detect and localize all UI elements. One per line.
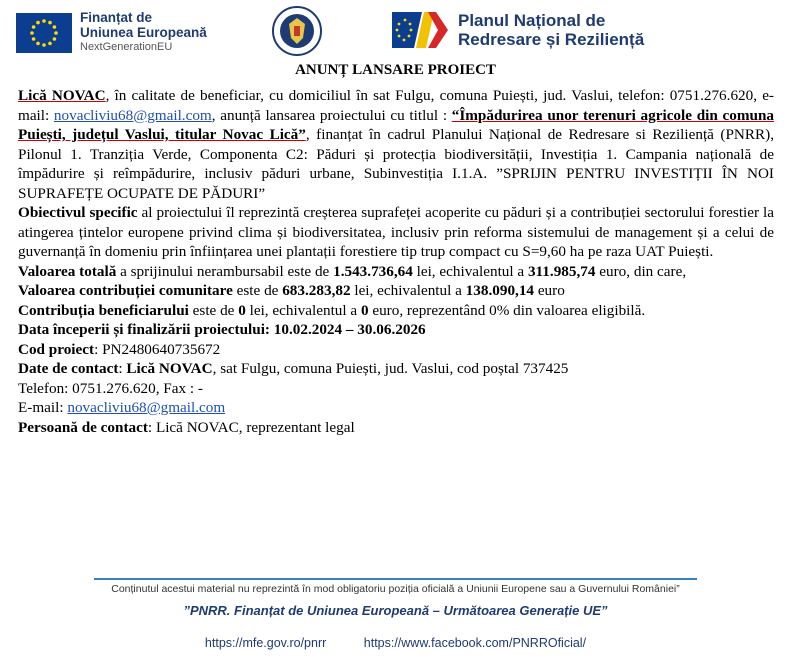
intro-email-link[interactable]: novacliviu68@gmail.com xyxy=(53,106,212,124)
footer-link-facebook[interactable]: https://www.facebook.com/PNRROficial/ xyxy=(363,636,587,650)
contact-email-label: E-mail: xyxy=(18,399,68,416)
contact-label: Date de contact xyxy=(18,360,119,377)
footer-links xyxy=(0,636,791,650)
footer-disclaimer: Conținutul acestui material nu reprezintă în mod obligatoriu poziția oficială a Uniunii Europene sau a Guvernului României” xyxy=(111,583,680,595)
beneficiary-lei: 0 xyxy=(238,301,246,319)
footer-link-mfe[interactable]: https://mfe.gov.ro/pnrr xyxy=(204,636,327,650)
intro-text-2: , anunță lansarea proiectului cu titlul : xyxy=(211,106,452,124)
footer-tagline: ”PNRR. Finanțat de Uniunea Europeană – Următoarea Generație UE” xyxy=(183,603,608,618)
beneficiary-text-3: euro, reprezentând 0% din valoarea eligibilă. xyxy=(368,301,646,319)
eu-logo xyxy=(16,10,207,55)
eu-flag-icon xyxy=(16,13,72,53)
project-dates-line xyxy=(18,320,774,340)
community-value-euro: 138.090,14 xyxy=(465,282,535,299)
community-value-label: Valoarea contribuției comunitare xyxy=(18,282,233,299)
contact-line xyxy=(18,359,774,379)
total-value-label: Valoarea totală xyxy=(18,262,117,280)
pnrr-logo xyxy=(392,10,644,50)
contact-person-value: : Lică NOVAC, reprezentant legal xyxy=(147,418,355,436)
contact-email-link[interactable]: novacliviu68@gmail.com xyxy=(67,399,226,416)
community-value-line xyxy=(18,281,774,301)
community-value-lei: 683.283,82 xyxy=(282,282,351,299)
total-value-euro: 311.985,74 xyxy=(527,262,596,280)
contact-address: , sat Fulgu, comuna Puiești, jud. Vaslui, cod poștal 737425 xyxy=(212,360,569,377)
eu-logo-line3: NextGenerationEU xyxy=(80,41,173,53)
total-value-lei: 1.543.736,64 xyxy=(333,262,413,280)
beneficiary-text-1: este de xyxy=(188,301,239,319)
objective-label: Obiectivul specific xyxy=(18,204,138,221)
objective-text: al proiectului îl reprezintă creșterea suprafeței acoperite cu păduri și a contribuției sectorului forestier la atingerea țintelor europene privind clima și biodiversitatea, inclusiv prin reforma sistemului de management și a celui de guvernanță în domeniu prin înființarea unei plantații forestiere tip trup compact cu S=9,60 ha pe raza UAT Puiești. xyxy=(18,204,775,260)
total-value-text-3: euro, din care, xyxy=(595,262,687,280)
eu-logo-line1: Finanțat de xyxy=(80,10,153,25)
intro-text-1: , în calitate de beneficiar, cu domiciliul în sat Fulgu, comuna Puiești, jud. Vaslui, telefon: 0751.276.620, e-mail: xyxy=(18,87,774,124)
eu-logo-text xyxy=(80,10,207,55)
total-value-text-2: lei, echivalentul a xyxy=(412,262,528,280)
objective-paragraph xyxy=(18,203,774,262)
contact-person-line xyxy=(18,418,774,438)
total-value-line xyxy=(18,262,774,282)
beneficiary-euro: 0 xyxy=(360,301,369,319)
beneficiary-contribution-line xyxy=(18,301,774,321)
project-dates-label: Data începerii și finalizării proiectului xyxy=(18,321,265,338)
total-value-text-1: a sprijinului nerambursabil este de xyxy=(116,262,334,280)
project-code-label: Cod proiect xyxy=(18,340,95,358)
project-code-value: : PN2480640735672 xyxy=(94,340,221,358)
intro-text-3: , finanțat în cadrul Planului Național de Redresare si Reziliență (PNRR), Pilonul 1. Tranziția Verde, Componenta C2: Păduri și protecția biodiversității, Investiția 1. Campania națională de împădurire și reîmpădurire, inclusiv păduri urbane, Subinvestiția I.1.A. ”SPRIJIN PENTRU INVESTIȚII ÎN NOI SUPRAFEȚE OCUPATE DE PĂDURI” xyxy=(18,126,774,202)
pnrr-logo-line2: Redresare și Reziliență xyxy=(458,30,645,49)
community-value-text-2: lei, echivalentul a xyxy=(350,282,466,299)
romanian-government-crest-icon xyxy=(272,4,322,58)
contact-email-line xyxy=(18,398,774,418)
community-value-text-3: euro xyxy=(534,282,565,299)
announcement-body xyxy=(18,86,774,437)
contact-person-label: Persoană de contact xyxy=(18,418,148,436)
beneficiary-text-2: lei, echivalentul a xyxy=(245,301,361,319)
community-value-text-1: este de xyxy=(232,282,283,299)
project-title: “Împădurirea unor terenuri agricole din comuna Puiești, județul Vaslui, titular Novac Lică” xyxy=(18,106,774,143)
beneficiary-contribution-label: Contribuția beneficiarului xyxy=(18,301,189,319)
footer-divider xyxy=(94,578,697,580)
project-dates-value: : 10.02.2024 – 30.06.2026 xyxy=(264,321,426,338)
contact-name: Lică NOVAC xyxy=(126,360,213,377)
contact-separator: : xyxy=(118,360,127,377)
intro-paragraph xyxy=(18,86,774,203)
pnrr-logo-icon xyxy=(392,10,450,50)
pnrr-logo-text xyxy=(458,11,644,49)
page-title: ANUNȚ LANSARE PROIECT xyxy=(295,62,496,78)
project-code-line xyxy=(18,340,774,360)
contact-phone-line: Telefon: 0751.276.620, Fax : - xyxy=(18,379,203,397)
eu-logo-line2: Uniunea Europeană xyxy=(80,25,207,40)
pnrr-logo-line1: Planul Național de xyxy=(458,11,606,30)
beneficiary-name: Lică NOVAC xyxy=(18,87,106,104)
page-header xyxy=(0,0,791,62)
